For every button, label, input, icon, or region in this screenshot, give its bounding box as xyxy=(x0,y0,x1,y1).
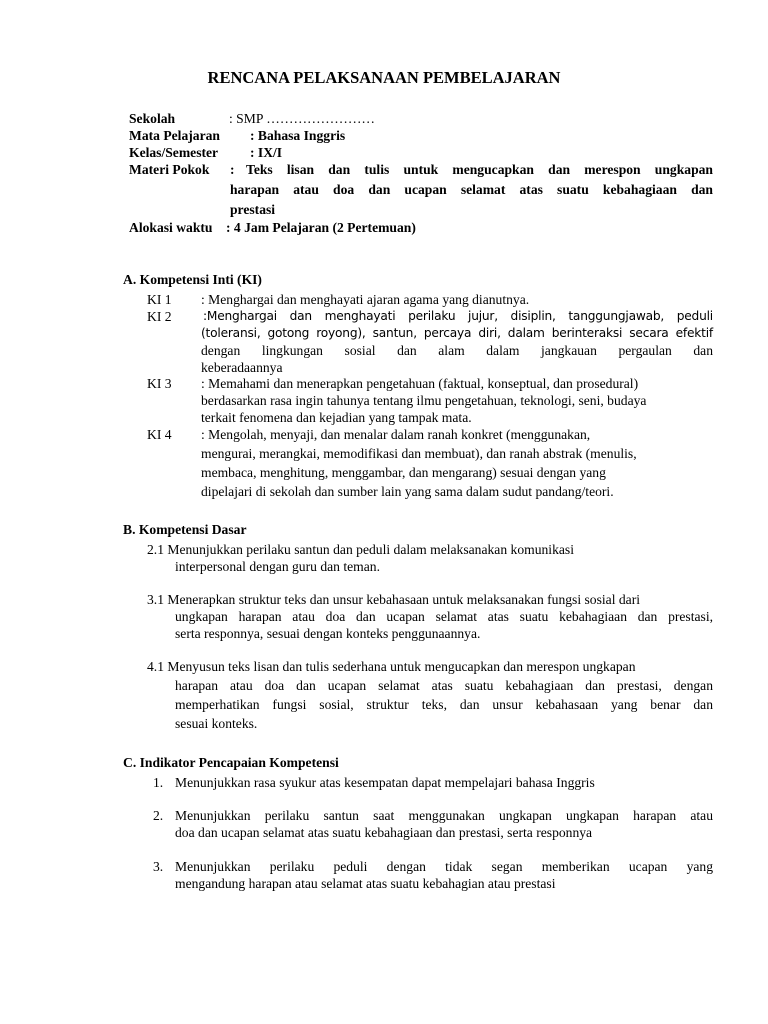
kd31-line-3: serta responnya, sesuai dengan konteks penggunaannya. xyxy=(175,626,481,641)
indikator-2-line-2: doa dan ucapan selamat atas suatu kebahagiaan dan prestasi, serta responnya xyxy=(175,825,593,840)
kd41-line-2: harapan atau doa dan ucapan selamat atas suatu kebahagiaan dan prestasi, dengan xyxy=(175,678,713,693)
sekolah-label: Sekolah xyxy=(129,111,176,126)
ki4-line-4: dipelajari di sekolah dan sumber lain yang sama dalam sudut pandang/teori. xyxy=(201,484,614,499)
alokasi-label: Alokasi waktu xyxy=(129,220,213,235)
indikator-1-number: 1. xyxy=(153,775,164,790)
ki3-line-2: berdasarkan rasa ingin tahunya tentang ilmu pengetahuan, teknologi, seni, budaya xyxy=(201,393,647,408)
page-title: RENCANA PELAKSANAAN PEMBELAJARAN xyxy=(207,68,561,87)
ki3-line-1: : Memahami dan menerapkan pengetahuan (faktual, konseptual, dan prosedural) xyxy=(201,376,639,391)
ki2-line-4: keberadaannya xyxy=(201,360,283,375)
ki4-label: KI 4 xyxy=(147,427,172,442)
ki3-label: KI 3 xyxy=(147,376,172,391)
kd41-line-4: sesuai konteks. xyxy=(175,716,258,731)
ki4-line-3: membaca, menghitung, menggambar, dan mengarang) sesuai dengan yang xyxy=(201,465,606,480)
materi-label: Materi Pokok xyxy=(129,162,210,177)
indikator-3-line-2: mengandung harapan atau selamat atas suatu kebahagian atau prestasi xyxy=(175,876,556,891)
kd21-line-2: interpersonal dengan guru dan teman. xyxy=(175,559,380,574)
ki1-text: : Menghargai dan menghayati ajaran agama yang dianutnya. xyxy=(201,292,530,307)
materi-line-1: Teks lisan dan tulis untuk mengucapkan dan merespon ungkapan xyxy=(246,162,713,177)
mapel-label: Mata Pelajaran xyxy=(129,128,220,143)
materi-colon: : xyxy=(230,162,235,177)
materi-line-2: harapan atau doa dan ucapan selamat atas suatu kebahagiaan dan xyxy=(230,182,713,197)
ki1-label: KI 1 xyxy=(147,292,172,307)
alokasi-value: : 4 Jam Pelajaran (2 Pertemuan) xyxy=(226,220,416,235)
mapel-value: : Bahasa Inggris xyxy=(250,128,346,143)
section-b-heading: B. Kompetensi Dasar xyxy=(123,522,247,537)
sekolah-value: : SMP …………………… xyxy=(229,111,376,126)
ki4-line-2: mengurai, merangkai, memodifikasi dan membuat), dan ranah abstrak (menulis, xyxy=(201,446,637,461)
indikator-2-line-1: Menunjukkan perilaku santun saat menggunakan ungkapan ungkapan harapan atau xyxy=(175,808,713,823)
kd31-line-2: ungkapan harapan atau doa dan ucapan selamat atas suatu kebahagiaan dan prestasi, xyxy=(175,609,713,624)
indikator-3-number: 3. xyxy=(153,859,164,874)
kd41-line-1: 4.1 Menyusun teks lisan dan tulis sederhana untuk mengucapkan dan merespon ungkapan xyxy=(147,659,636,674)
section-a-heading: A. Kompetensi Inti (KI) xyxy=(123,272,262,287)
ki2-line-1: :Menghargai dan menghayati perilaku jujur, disiplin, tanggungjawab, peduli xyxy=(203,309,713,323)
ki2-label: KI 2 xyxy=(147,309,172,324)
kd31-line-1: 3.1 Menerapkan struktur teks dan unsur kebahasaan untuk melaksanakan fungsi sosial dari xyxy=(147,592,641,607)
indikator-1-text: Menunjukkan rasa syukur atas kesempatan dapat mempelajari bahasa Inggris xyxy=(175,775,595,790)
kd21-line-1: 2.1 Menunjukkan perilaku santun dan peduli dalam melaksanakan komunikasi xyxy=(147,542,574,557)
materi-line-3: prestasi xyxy=(230,202,276,217)
ki2-line-3: dengan lingkungan sosial dan alam dalam jangkauan pergaulan dan xyxy=(201,343,713,358)
kelas-value: : IX/I xyxy=(250,145,283,160)
section-c-heading: C. Indikator Pencapaian Kompetensi xyxy=(123,755,339,770)
indikator-2-number: 2. xyxy=(153,808,164,823)
ki4-line-1: : Mengolah, menyaji, dan menalar dalam ranah konkret (menggunakan, xyxy=(201,427,591,442)
ki2-line-2: (toleransi, gotong royong), santun, percaya diri, dalam berinteraksi secara efektif xyxy=(201,326,713,340)
indikator-3-line-1: Menunjukkan perilaku peduli dengan tidak segan memberikan ucapan yang xyxy=(175,859,713,874)
kelas-label: Kelas/Semester xyxy=(129,145,219,160)
ki3-line-3: terkait fenomena dan kejadian yang tampak mata. xyxy=(201,410,472,425)
kd41-line-3: memperhatikan fungsi sosial, struktur teks, dan unsur kebahasaan yang benar dan xyxy=(175,697,713,712)
